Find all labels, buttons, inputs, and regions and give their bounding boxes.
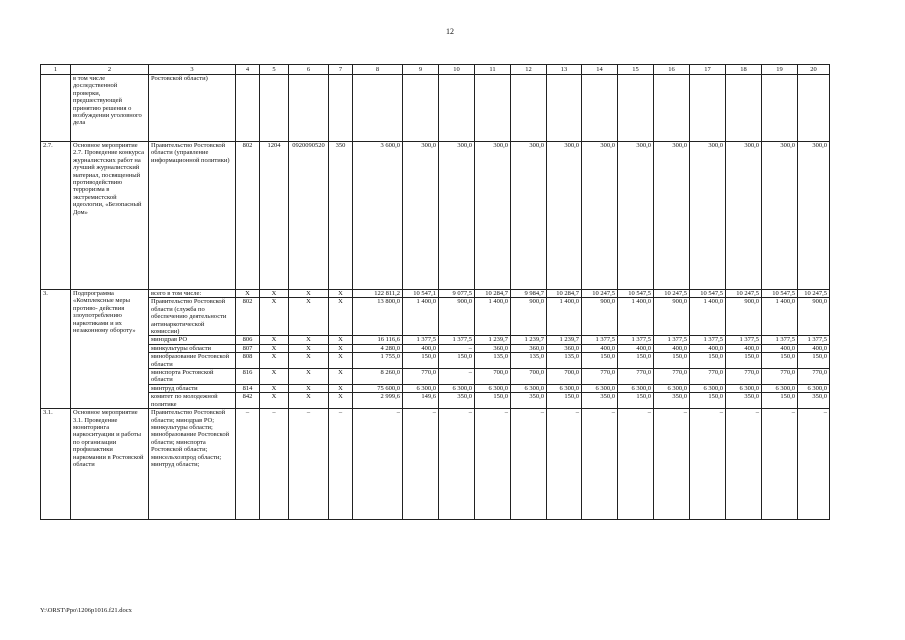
value-cell: Х: [329, 353, 353, 369]
column-number-4: 4: [236, 65, 260, 75]
value-cell: 350,0: [654, 393, 690, 409]
value-cell: 900,0: [439, 298, 475, 336]
value-cell: Х: [260, 298, 289, 336]
value-cell: –: [582, 409, 618, 520]
value-cell: 360,0: [511, 344, 547, 352]
value-cell: 122 811,2: [353, 290, 403, 298]
value-cell: 6 300,0: [439, 384, 475, 392]
value-cell: 6 300,0: [582, 384, 618, 392]
value-cell: 400,0: [582, 344, 618, 352]
value-cell: 360,0: [475, 344, 511, 352]
value-cell: –: [690, 409, 726, 520]
value-cell: 1 239,7: [547, 336, 582, 344]
value-cell: 806: [236, 336, 260, 344]
event-name-cell: в том числе доследственной проверки, предшествующей принятию решения о возбуждении уголовного дела: [71, 75, 149, 142]
value-cell: 13 800,0: [353, 298, 403, 336]
value-cell: Х: [260, 393, 289, 409]
value-cell: 300,0: [726, 142, 762, 290]
value-cell: –: [289, 409, 329, 520]
value-cell: 900,0: [798, 298, 830, 336]
value-cell: 150,0: [798, 353, 830, 369]
value-cell: 770,0: [582, 369, 618, 385]
column-number-12: 12: [511, 65, 547, 75]
value-cell: 8 260,0: [353, 369, 403, 385]
value-cell: 10 547,5: [690, 290, 726, 298]
value-cell: 400,0: [618, 344, 654, 352]
value-cell: 770,0: [762, 369, 798, 385]
value-cell: 900,0: [654, 298, 690, 336]
value-cell: Х: [260, 336, 289, 344]
value-cell: 9 077,5: [439, 290, 475, 298]
value-cell: 1 377,5: [798, 336, 830, 344]
value-cell: 700,0: [511, 369, 547, 385]
value-cell: 1 377,5: [582, 336, 618, 344]
value-cell: 300,0: [475, 142, 511, 290]
value-cell: Х: [289, 369, 329, 385]
value-cell: 1 377,5: [690, 336, 726, 344]
value-cell: 2 999,6: [353, 393, 403, 409]
value-cell: Х: [329, 344, 353, 352]
footer-file-path: Y:\ORST\Ppo\1206p1016.f21.docx: [40, 607, 132, 614]
value-cell: 900,0: [511, 298, 547, 336]
value-cell: 149,6: [403, 393, 439, 409]
value-cell: 6 300,0: [798, 384, 830, 392]
executor-cell: Правительство Ростовской области (служба по обеспечению деятельности антинаркотической комиссии): [149, 298, 236, 336]
value-cell: 808: [236, 353, 260, 369]
table-row-continuation: [41, 75, 830, 142]
row-number-cell: [41, 75, 71, 142]
value-cell: 1 400,0: [403, 298, 439, 336]
value-cell: 300,0: [618, 142, 654, 290]
value-cell: 900,0: [726, 298, 762, 336]
column-numbers-row: [41, 65, 830, 75]
value-cell: –: [439, 409, 475, 520]
value-cell: 6 300,0: [618, 384, 654, 392]
executor-cell: Правительство Ростовской области; минздрав РО; минкультуры области; минобразование Ростовской области; минспорта Ростовской области; минсельхозпрод области; минтруд области;: [149, 409, 236, 520]
table-row-3-executor: [41, 336, 830, 344]
value-cell: 700,0: [475, 369, 511, 385]
value-cell: –: [475, 409, 511, 520]
value-cell: 135,0: [511, 353, 547, 369]
value-cell: 150,0: [547, 393, 582, 409]
value-cell: 816: [236, 369, 260, 385]
value-cell: –: [236, 409, 260, 520]
value-cell: Х: [329, 369, 353, 385]
subprogram-name-cell: Подпрограмма «Комплексные меры противо- действия злоупотреблению наркотиками и их незаконному обороту»: [71, 290, 149, 409]
column-number-10: 10: [439, 65, 475, 75]
value-cell: 6 300,0: [547, 384, 582, 392]
value-cell: –: [329, 409, 353, 520]
column-number-18: 18: [726, 65, 762, 75]
table-row-3-1: [41, 409, 830, 520]
value-cell: 770,0: [403, 369, 439, 385]
value-cell: Х: [289, 298, 329, 336]
value-cell: 150,0: [403, 353, 439, 369]
value-cell: –: [353, 409, 403, 520]
value-cell: 300,0: [511, 142, 547, 290]
executor-cell: Ростовской области): [149, 75, 236, 142]
value-cell: 350,0: [439, 393, 475, 409]
value-cell: 400,0: [690, 344, 726, 352]
value-cell: 807: [236, 344, 260, 352]
value-cell: –: [726, 409, 762, 520]
value-cell: 10 284,7: [475, 290, 511, 298]
value-cell: 150,0: [654, 353, 690, 369]
event-name-cell: Основное мероприятие 2.7. Проведение конкурса журналистских работ на лучший журналистский материал, посвященный противодействию терроризма в экстремистской идеологии, «Безопасный Дом»: [71, 142, 149, 290]
executor-cell: всего в том числе:: [149, 290, 236, 298]
value-cell: –: [547, 409, 582, 520]
column-number-15: 15: [618, 65, 654, 75]
value-cell: 6 300,0: [475, 384, 511, 392]
value-cell: Х: [329, 393, 353, 409]
row-number-cell: 2.7.: [41, 142, 71, 290]
event-name-cell: Основное мероприятие 3.1. Проведение мониторинга наркоситуации и работы по организации профилактики наркомании в Ростовской области: [71, 409, 149, 520]
value-cell: 770,0: [690, 369, 726, 385]
executor-cell: минздрав РО: [149, 336, 236, 344]
row-number-cell: 3.: [41, 290, 71, 409]
value-cell: 770,0: [618, 369, 654, 385]
value-cell: –: [618, 409, 654, 520]
value-cell: –: [439, 344, 475, 352]
value-cell: –: [798, 409, 830, 520]
table-row-3-total: [41, 290, 830, 298]
value-cell: –: [260, 409, 289, 520]
value-cell: 150,0: [762, 393, 798, 409]
executor-cell: Правительство Ростовской области (управление информационной политики): [149, 142, 236, 290]
value-cell: 300,0: [798, 142, 830, 290]
column-number-3: 3: [149, 65, 236, 75]
column-number-7: 7: [329, 65, 353, 75]
column-number-13: 13: [547, 65, 582, 75]
value-cell: 1 400,0: [547, 298, 582, 336]
value-cell: 6 300,0: [511, 384, 547, 392]
value-cell: Х: [260, 384, 289, 392]
value-cell: 10 284,7: [547, 290, 582, 298]
value-cell: 300,0: [582, 142, 618, 290]
value-cell: 770,0: [654, 369, 690, 385]
value-cell: 150,0: [690, 393, 726, 409]
table-row-3-executor: [41, 344, 830, 352]
value-cell: 16 116,6: [353, 336, 403, 344]
value-cell: Х: [289, 393, 329, 409]
column-number-20: 20: [798, 65, 830, 75]
value-cell: 150,0: [726, 353, 762, 369]
value-cell: –: [511, 409, 547, 520]
value-cell: 0920090520: [289, 142, 329, 290]
value-cell: 360,0: [547, 344, 582, 352]
value-cell: 300,0: [439, 142, 475, 290]
column-number-16: 16: [654, 65, 690, 75]
value-cell: 150,0: [475, 393, 511, 409]
value-cell: 3 600,0: [353, 142, 403, 290]
value-cell: Х: [329, 384, 353, 392]
table-row-3-executor: [41, 353, 830, 369]
value-cell: 400,0: [798, 344, 830, 352]
value-cell: Х: [289, 336, 329, 344]
value-cell: Х: [289, 290, 329, 298]
value-cell: 1 239,7: [511, 336, 547, 344]
value-cell: 300,0: [654, 142, 690, 290]
value-cell: 1 400,0: [475, 298, 511, 336]
value-cell: 300,0: [762, 142, 798, 290]
value-cell: Х: [289, 353, 329, 369]
column-number-11: 11: [475, 65, 511, 75]
value-cell: 770,0: [798, 369, 830, 385]
column-number-6: 6: [289, 65, 329, 75]
value-cell: 75 600,0: [353, 384, 403, 392]
value-cell: Х: [260, 369, 289, 385]
executor-cell: комитет по молодежной политике: [149, 393, 236, 409]
budget-table: [40, 64, 830, 520]
table-row-3-executor: [41, 298, 830, 336]
value-cell: Х: [289, 384, 329, 392]
value-cell: 1 377,5: [439, 336, 475, 344]
executor-cell: минспорта Ростовской области: [149, 369, 236, 385]
value-cell: 350,0: [798, 393, 830, 409]
value-cell: Х: [236, 290, 260, 298]
column-number-9: 9: [403, 65, 439, 75]
value-cell: 10 547,1: [403, 290, 439, 298]
table-row-2-7: [41, 142, 830, 290]
value-cell: 6 300,0: [690, 384, 726, 392]
value-cell: 400,0: [654, 344, 690, 352]
value-cell: 700,0: [547, 369, 582, 385]
value-cell: 6 300,0: [654, 384, 690, 392]
row-number-cell: 3.1.: [41, 409, 71, 520]
value-cell: 135,0: [547, 353, 582, 369]
value-cell: 1 239,7: [475, 336, 511, 344]
value-cell: 150,0: [439, 353, 475, 369]
value-cell: 400,0: [726, 344, 762, 352]
value-cell: 1 755,0: [353, 353, 403, 369]
value-cell: 350,0: [511, 393, 547, 409]
value-cell: 900,0: [582, 298, 618, 336]
value-cell: 802: [236, 298, 260, 336]
value-cell: 135,0: [475, 353, 511, 369]
value-cell: 1 377,5: [403, 336, 439, 344]
column-number-2: 2: [71, 65, 149, 75]
value-cell: 802: [236, 142, 260, 290]
value-cell: 10 247,5: [654, 290, 690, 298]
value-cell: 300,0: [690, 142, 726, 290]
table-row-3-executor: [41, 393, 830, 409]
value-cell: 150,0: [582, 353, 618, 369]
value-cell: 1 400,0: [618, 298, 654, 336]
column-number-19: 19: [762, 65, 798, 75]
table-row-3-executor: [41, 384, 830, 392]
value-cell: Х: [329, 336, 353, 344]
value-cell: 10 247,5: [726, 290, 762, 298]
column-number-5: 5: [260, 65, 289, 75]
value-cell: 1 400,0: [762, 298, 798, 336]
executor-cell: минтруд области: [149, 384, 236, 392]
value-cell: 6 300,0: [762, 384, 798, 392]
value-cell: Х: [260, 290, 289, 298]
value-cell: 1 377,5: [762, 336, 798, 344]
value-cell: 1 377,5: [618, 336, 654, 344]
value-cell: 400,0: [403, 344, 439, 352]
value-cell: Х: [260, 344, 289, 352]
value-cell: –: [654, 409, 690, 520]
value-cell: 150,0: [618, 393, 654, 409]
column-number-1: 1: [41, 65, 71, 75]
value-cell: Х: [260, 353, 289, 369]
value-cell: 150,0: [618, 353, 654, 369]
value-cell: Х: [329, 290, 353, 298]
value-cell: –: [762, 409, 798, 520]
value-cell: 10 547,5: [618, 290, 654, 298]
value-cell: 9 984,7: [511, 290, 547, 298]
value-cell: 150,0: [762, 353, 798, 369]
value-cell: 814: [236, 384, 260, 392]
executor-cell: минкультуры области: [149, 344, 236, 352]
value-cell: 4 280,0: [353, 344, 403, 352]
value-cell: 10 247,5: [582, 290, 618, 298]
value-cell: 350,0: [726, 393, 762, 409]
column-number-17: 17: [690, 65, 726, 75]
value-cell: 1204: [260, 142, 289, 290]
page-number: 12: [446, 27, 454, 36]
value-cell: 10 247,5: [798, 290, 830, 298]
value-cell: 1 400,0: [690, 298, 726, 336]
value-cell: 1 377,5: [654, 336, 690, 344]
column-number-14: 14: [582, 65, 618, 75]
value-cell: –: [439, 369, 475, 385]
value-cell: 350: [329, 142, 353, 290]
value-cell: Х: [289, 344, 329, 352]
value-cell: 350,0: [582, 393, 618, 409]
value-cell: –: [403, 409, 439, 520]
value-cell: Х: [329, 298, 353, 336]
value-cell: 400,0: [762, 344, 798, 352]
value-cell: 6 300,0: [726, 384, 762, 392]
value-cell: 10 547,5: [762, 290, 798, 298]
executor-cell: минобразование Ростовской области: [149, 353, 236, 369]
value-cell: 770,0: [726, 369, 762, 385]
value-cell: 300,0: [547, 142, 582, 290]
value-cell: 6 300,0: [403, 384, 439, 392]
value-cell: 1 377,5: [726, 336, 762, 344]
table-row-3-executor: [41, 369, 830, 385]
value-cell: 300,0: [403, 142, 439, 290]
value-cell: 842: [236, 393, 260, 409]
column-number-8: 8: [353, 65, 403, 75]
value-cell: 150,0: [690, 353, 726, 369]
